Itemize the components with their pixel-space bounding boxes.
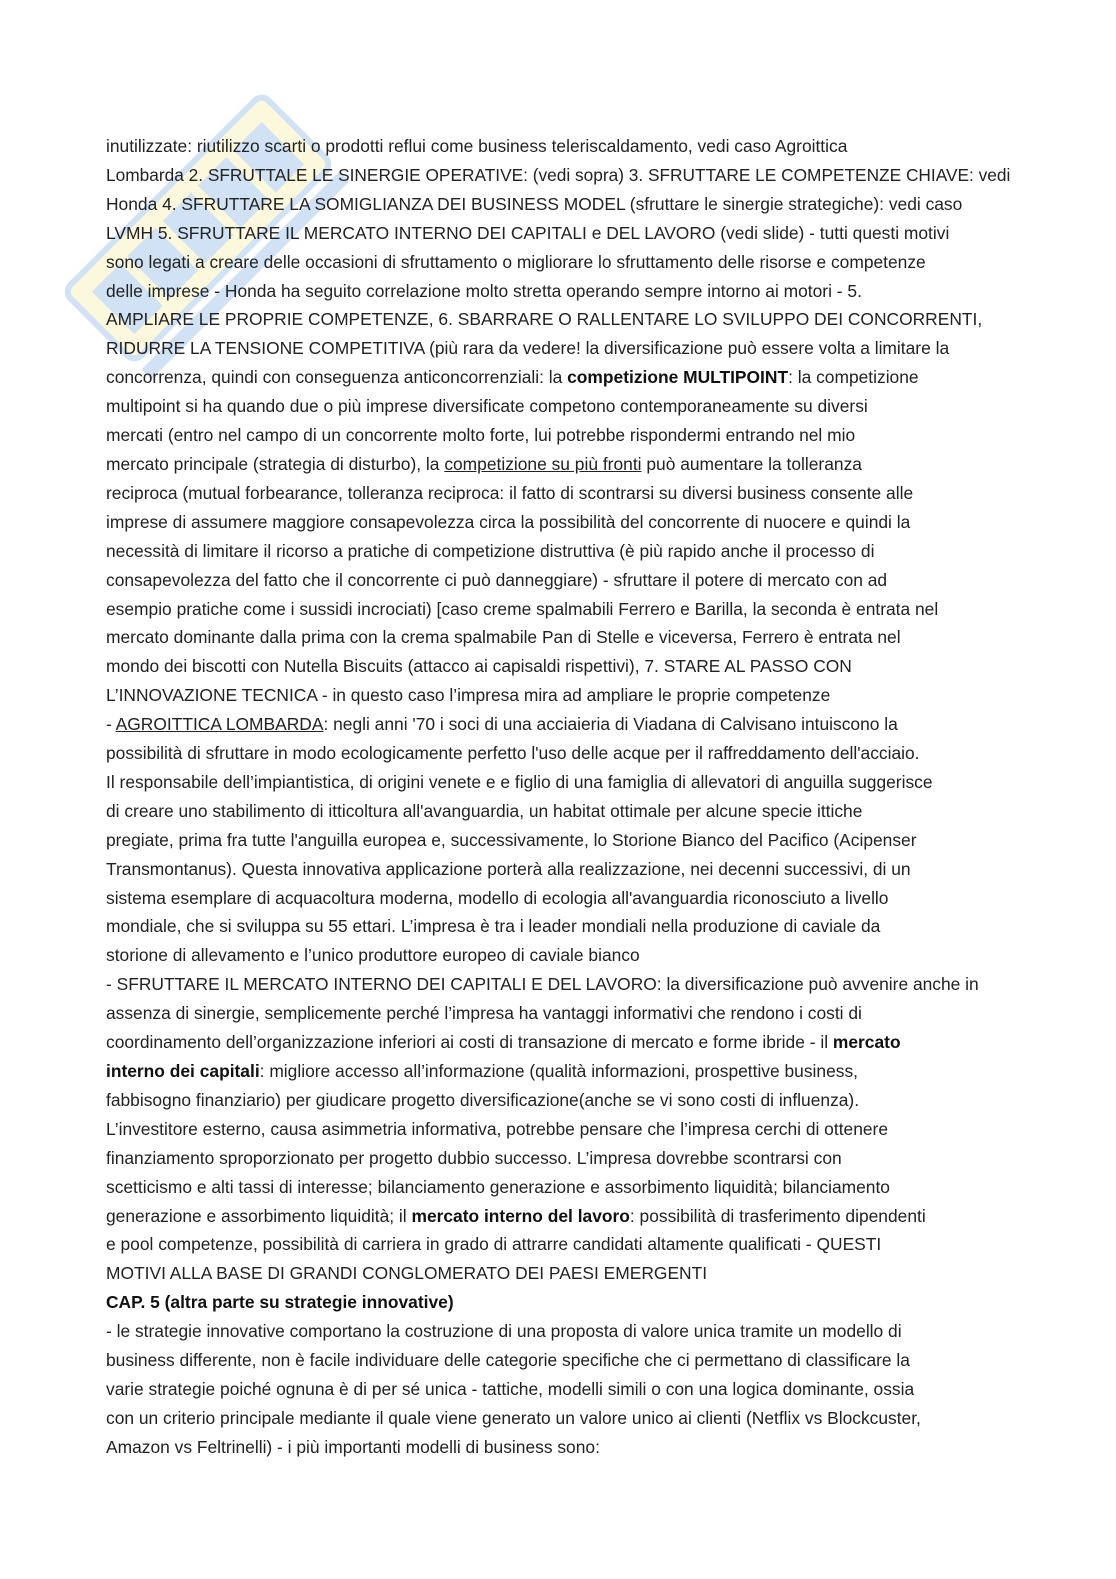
- text-line: [106, 219, 1011, 248]
- text-segment: : la competizione: [788, 367, 919, 388]
- text-line: [106, 1144, 1011, 1173]
- bold-text: mercato: [832, 1032, 901, 1053]
- text-line: [106, 797, 1011, 826]
- text-segment: possibilità di sfruttare in modo ecologicamente perfetto l'uso delle acque per il raffreddamento dell'acciaio.: [106, 743, 920, 764]
- text-line: [106, 161, 1011, 190]
- text-line: [106, 826, 1011, 855]
- text-line: [106, 1057, 1011, 1086]
- text-segment: reciproca (mutual forbearance, tolleranza reciproca: il fatto di scontrarsi su diversi business consente alle: [106, 482, 914, 503]
- text-segment: assenza di sinergie, semplicemente perché l’impresa ha vantaggi informativi che rendono i costi di: [106, 1003, 862, 1024]
- text-segment: - SFRUTTARE IL MERCATO INTERNO DEI CAPITALI E DEL LAVORO: la diversificazione può avvenire anche in: [106, 974, 979, 995]
- text-line: [106, 537, 1011, 566]
- text-segment: inutilizzate: riutilizzo scarti o prodotti reflui come business teleriscaldamento, vedi caso Agroittica: [106, 136, 848, 156]
- text-segment: Lombarda 2. SFRUTTALE LE SINERGIE OPERATIVE: (vedi sopra) 3. SFRUTTARE LE COMPETENZE CHIAVE: vedi: [106, 164, 1011, 185]
- text-segment: RIDURRE LA TENSIONE COMPETITIVA (più rara da vedere! la diversificazione può essere volta a limitare la: [106, 338, 950, 359]
- text-line: [106, 595, 1011, 624]
- text-segment: L’INNOVAZIONE TECNICA - in questo caso l’impresa mira ad ampliare le proprie competenze: [106, 685, 831, 706]
- text-line: [106, 1346, 1011, 1375]
- bold-text: CAP. 5 (altra parte su strategie innovative): [106, 1292, 454, 1313]
- text-segment: di creare uno stabilimento di itticoltura all'avanguardia, un habitat ottimale per alcune specie ittiche: [106, 800, 863, 821]
- text-line: [106, 1288, 1011, 1317]
- text-segment: coordinamento dell’organizzazione inferiori ai costi di transazione di mercato e forme ibride - il: [106, 1032, 833, 1053]
- text-line: [106, 248, 1011, 277]
- text-segment: generazione e assorbimento liquidità; il: [106, 1205, 412, 1226]
- text-segment: fabbisogno finanziario) per giudicare progetto diversificazione(anche se vi sono costi di influenza).: [106, 1089, 860, 1110]
- text-line: [106, 941, 1011, 970]
- text-segment: esempio pratiche come i sussidi incrociati) [caso creme spalmabili Ferrero e Barilla, la seconda è entrata nel: [106, 598, 939, 619]
- text-line: [106, 421, 1011, 450]
- text-segment: L’investitore esterno, causa asimmetria informativa, potrebbe pensare che l’impresa cerchi di ottenere: [106, 1118, 889, 1139]
- text-line: [106, 1202, 1011, 1231]
- text-line: [106, 334, 1011, 363]
- text-segment: Honda 4. SFRUTTARE LA SOMIGLIANZA DEI BUSINESS MODEL (sfruttare le sinergie strategiche): vedi caso: [106, 193, 963, 214]
- text-line: [106, 1259, 1011, 1288]
- text-segment: scetticismo e alti tassi di interesse; bilanciamento generazione e assorbimento liquidità; bilanciamento: [106, 1176, 890, 1197]
- text-segment: concorrenza, quindi con conseguenza anticoncorrenziali: la: [106, 367, 568, 388]
- text-line: [106, 132, 1011, 161]
- text-line: [106, 623, 1011, 652]
- text-line: [106, 1317, 1011, 1346]
- text-segment: necessità di limitare il ricorso a pratiche di competizione distruttiva (è più rapido anche il processo di: [106, 540, 875, 561]
- text-segment: multipoint si ha quando due o più imprese diversificate competono contemporaneamente su diversi: [106, 396, 868, 417]
- text-segment: mercato principale (strategia di disturbo), la: [106, 453, 445, 474]
- bold-text: mercato interno del lavoro: [411, 1205, 630, 1226]
- text-segment: varie strategie poiché ognuna è di per sé unica - tattiche, modelli simili o con una logica dominante, ossia: [106, 1378, 915, 1399]
- underlined-text: competizione su più fronti: [444, 453, 642, 474]
- text-segment: - le strategie innovative comportano la costruzione di una proposta di valore unica tramite un modello di: [106, 1321, 902, 1342]
- text-segment: AMPLIARE LE PROPRIE COMPETENZE, 6. SBARRARE O RALLENTARE LO SVILUPPO DEI CONCORRENTI,: [106, 309, 983, 330]
- text-segment: LVMH 5. SFRUTTARE IL MERCATO INTERNO DEI CAPITALI e DEL LAVORO (vedi slide) - tutti questi motivi: [106, 222, 950, 243]
- text-line: [106, 681, 1011, 710]
- text-line: [106, 1404, 1011, 1433]
- document-text: [106, 132, 1011, 1462]
- text-line: [106, 1230, 1011, 1259]
- text-line: [106, 190, 1011, 219]
- text-line: [106, 1028, 1011, 1057]
- text-line: [106, 450, 1011, 479]
- text-line: [106, 479, 1011, 508]
- text-segment: : negli anni '70 i soci di una acciaieria di Viadana di Calvisano intuiscono la: [323, 714, 898, 735]
- text-line: [106, 970, 1011, 999]
- text-segment: pregiate, prima fra tutte l'anguilla europea e, successivamente, lo Storione Bianco del Pacifico (Acipenser: [106, 829, 917, 850]
- text-segment: mondiale, che si sviluppa su 55 ettari. L’impresa è tra i leader mondiali nella produzione di caviale da: [106, 916, 881, 937]
- text-segment: Il responsabile dell’impiantistica, di origini venete e e figlio di una famiglia di allevatori di anguilla suggerisce: [106, 771, 933, 792]
- text-line: [106, 277, 1011, 306]
- text-segment: mercato dominante dalla prima con la crema spalmabile Pan di Stelle e viceversa, Ferrero è entrata nel: [106, 627, 901, 648]
- text-line: [106, 652, 1011, 681]
- text-line: [106, 305, 1011, 334]
- text-segment: Transmontanus). Questa innovativa applicazione porterà alla realizzazione, nei decenni successivi, di un: [106, 858, 911, 879]
- text-segment: storione di allevamento e l’unico produttore europeo di caviale bianco: [106, 945, 640, 966]
- bold-text: interno dei capitali: [106, 1061, 260, 1081]
- text-line: [106, 884, 1011, 913]
- text-segment: finanziamento sproporzionato per progetto dubbio successo. L’impresa dovrebbe scontrarsi con: [106, 1147, 842, 1168]
- text-segment: imprese di assumere maggiore consapevolezza circa la possibilità del concorrente di nuocere e quindi la: [106, 511, 911, 532]
- text-line: [106, 855, 1011, 884]
- text-segment: sono legati a creare delle occasioni di sfruttamento o migliorare lo sfruttamento delle risorse e competenze: [106, 251, 926, 272]
- text-line: [106, 508, 1011, 537]
- text-segment: consapevolezza del fatto che il concorrente ci può danneggiare) - sfruttare il potere di mercato con ad: [106, 569, 888, 590]
- text-line: [106, 768, 1011, 797]
- text-line: [106, 566, 1011, 595]
- text-line: [106, 1115, 1011, 1144]
- text-segment: e pool competenze, possibilità di carriera in grado di attrarre candidati altamente qualificati - QUESTI: [106, 1234, 882, 1255]
- text-line: [106, 1375, 1011, 1404]
- underlined-text: AGROITTICA LOMBARDA: [115, 714, 324, 735]
- text-segment: : possibilità di trasferimento dipendenti: [629, 1205, 926, 1226]
- text-segment: business differente, non è facile individuare delle categorie specifiche che ci permettano di classificare la: [106, 1350, 910, 1371]
- text-line: [106, 392, 1011, 421]
- text-segment: mondo dei biscotti con Nutella Biscuits (attacco ai capisaldi rispettivi), 7. STARE AL PASSO CON: [106, 656, 852, 677]
- text-segment: può aumentare la tolleranza: [641, 453, 862, 474]
- text-line: [106, 1173, 1011, 1202]
- text-segment: -: [106, 714, 116, 735]
- text-segment: con un criterio principale mediante il quale viene generato un valore unico ai clienti (Netflix vs Blockcuster,: [106, 1407, 921, 1428]
- text-segment: delle imprese - Honda ha seguito correlazione molto stretta operando sempre intorno ai motori - 5.: [106, 280, 862, 301]
- text-line: [106, 1086, 1011, 1115]
- text-segment: mercati (entro nel campo di un concorrente molto forte, lui potrebbe rispondermi entrando nel mio: [106, 425, 856, 446]
- text-line: [106, 912, 1011, 941]
- text-line: [106, 999, 1011, 1028]
- text-segment: sistema esemplare di acquacoltura moderna, modello di ecologia all'avanguardia riconosciuto a livello: [106, 887, 889, 908]
- text-segment: MOTIVI ALLA BASE DI GRANDI CONGLOMERATO DEI PAESI EMERGENTI: [106, 1263, 708, 1284]
- text-line: [106, 710, 1011, 739]
- text-line: [106, 739, 1011, 768]
- text-line: [106, 1433, 1011, 1462]
- bold-text: competizione MULTIPOINT: [567, 367, 789, 388]
- text-segment: : migliore accesso all’informazione (qualità informazioni, prospettive business,: [259, 1061, 858, 1081]
- text-line: [106, 363, 1011, 392]
- text-segment: Amazon vs Feltrinelli) - i più importanti modelli di business sono:: [106, 1436, 600, 1457]
